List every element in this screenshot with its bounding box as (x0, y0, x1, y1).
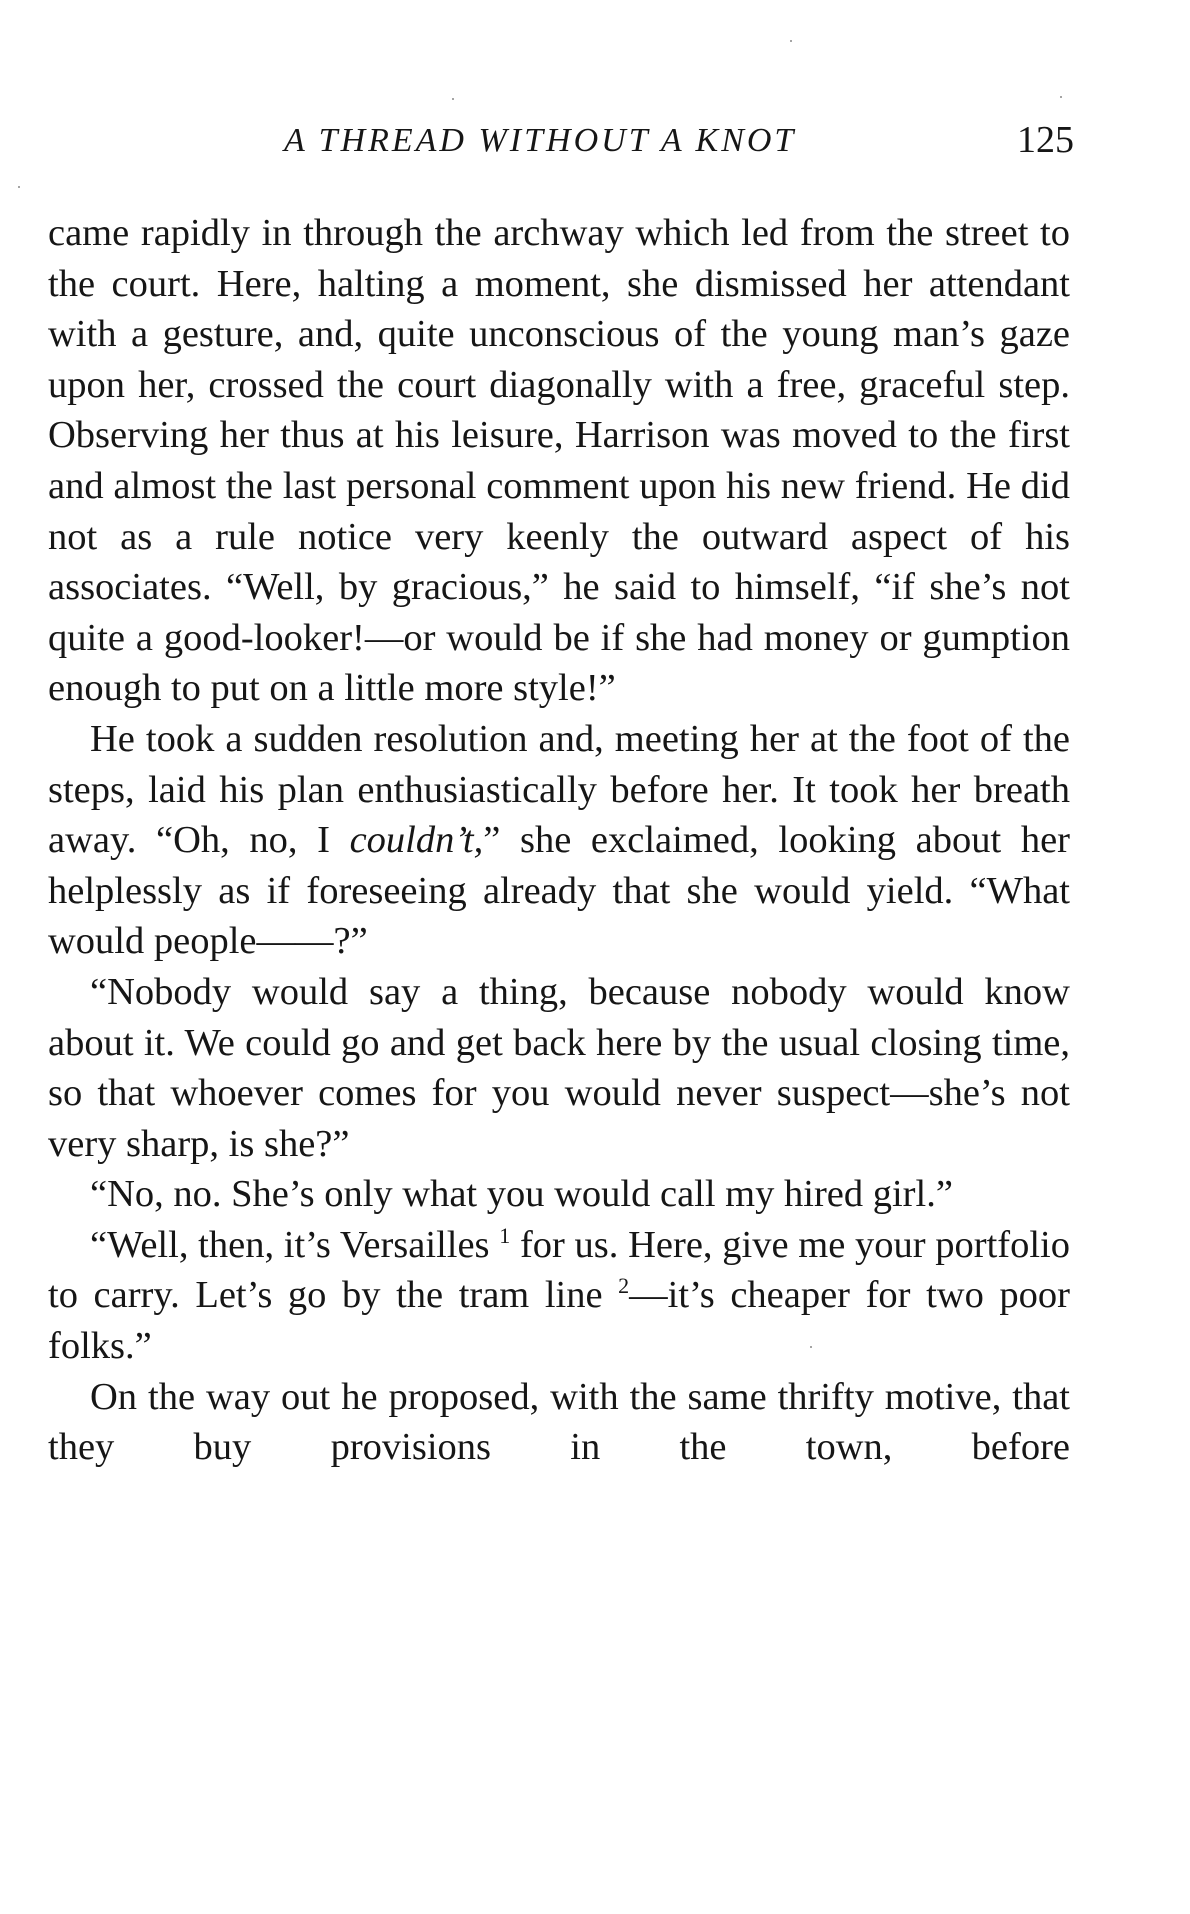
print-speck (452, 98, 454, 100)
paragraph-text: ” she exclaimed, looking about her helplessly as if foreseeing already that she would yield. “What would people——?” (48, 819, 1070, 963)
italic-text: couldn’t, (349, 819, 484, 862)
paragraph-text: came rapidly in through the archway which led from the street to the court. Here, halting a moment, she dismissed her attendant with a gesture, and, quite unconscious of the young man’s gaze upon her, crossed the court diagonally with a free, graceful step. Observing her thus at his leisure, Harrison was moved to the first and almost the last personal comment upon his new friend. He did not as a rule notice very keenly the outward aspect of his associates. “Well, by gracious,” he said to himself, “if she’s not quite a good-looker!—or would be if she had money or gumption enough to put on a little more style!” (48, 212, 1070, 710)
paragraph-text: —it’s cheaper for two poor folks.” (48, 1274, 1070, 1368)
paragraph (48, 1169, 1070, 1220)
paragraph-text: “Well, then, it’s Versailles (90, 1223, 500, 1266)
paragraph (48, 1372, 1070, 1473)
running-title: A THREAD WITHOUT A KNOT (284, 122, 797, 159)
paragraph-text: “No, no. She’s only what you would call my hired girl.” (90, 1173, 953, 1216)
paragraph (48, 967, 1070, 1169)
running-header (54, 118, 1074, 174)
paragraph (48, 1220, 1070, 1372)
paragraph-text: He took a sudden resolution and, meeting her at the foot of the steps, laid his plan enthusiastically before her. It took her breath away. “Oh, no, I (48, 717, 1070, 862)
paragraph (48, 208, 1070, 714)
page-number: 125 (1017, 119, 1074, 161)
footnote-marker: 2 (618, 1273, 630, 1299)
body-text (48, 208, 1070, 1473)
footnote-marker: 1 (499, 1222, 511, 1248)
paragraph-text: On the way out he proposed, with the same thrifty motive, that they buy provisions in the town, before (48, 1375, 1070, 1469)
paragraph-text: for us. Here, give me your portfolio to carry. Let’s go by the tram line (48, 1223, 1070, 1317)
print-speck (1060, 96, 1062, 98)
paragraph (48, 714, 1070, 967)
print-speck (790, 40, 792, 42)
print-speck (18, 186, 20, 188)
paragraph-text: “Nobody would say a thing, because nobody would know about it. We could go and get back here by the usual closing time, so that whoever comes for you would never suspect—she’s not very sharp, is she?” (48, 970, 1070, 1165)
